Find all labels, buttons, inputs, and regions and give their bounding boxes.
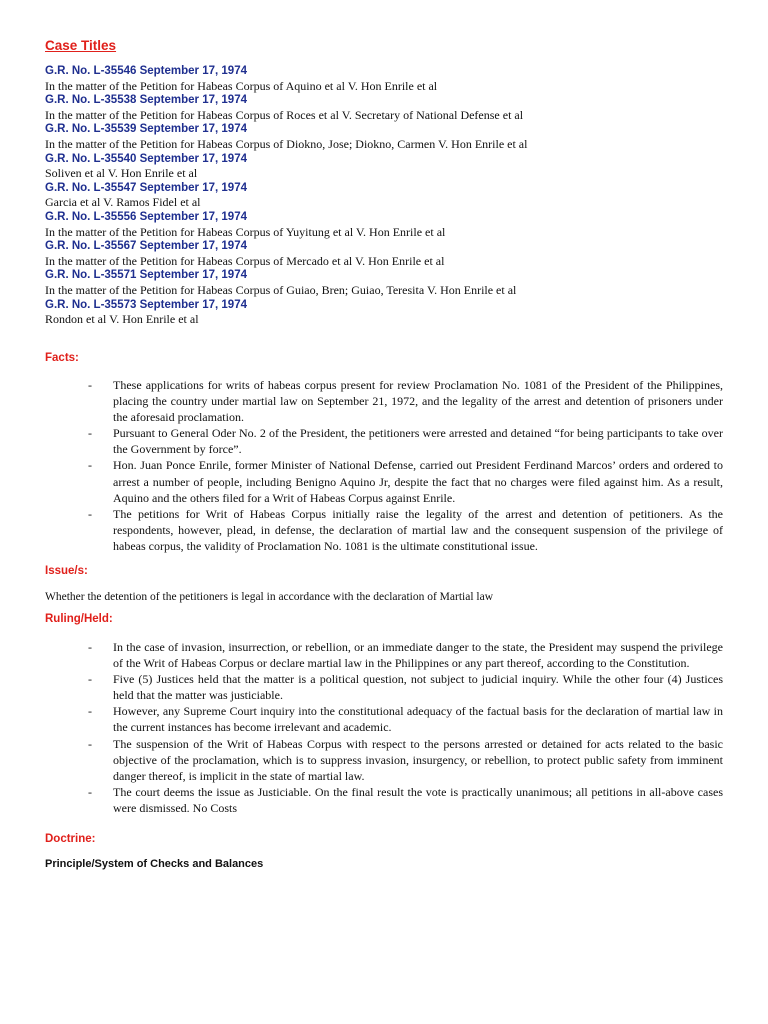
case-title: In the matter of the Petition for Habeas Corpus of Yuyitung et al V. Hon Enrile et al (45, 224, 446, 239)
issue-heading: Issue/s: (45, 565, 88, 577)
case-title: In the matter of the Petition for Habeas Corpus of Guiao, Bren; Guiao, Teresita V. Hon Enrile et al (45, 282, 517, 297)
issue-text: Whether the detention of the petitioners is legal in accordance with the declaration of Martial law (45, 591, 494, 603)
case-title: Soliven et al V. Hon Enrile et al (45, 166, 198, 181)
case-gr-number: G.R. No. L-35538 September 17, 1974 (45, 94, 247, 107)
ruling-item (88, 784, 723, 816)
ruling-item (88, 639, 723, 671)
ruling-item (88, 736, 723, 784)
ruling-list (88, 639, 723, 816)
facts-heading: Facts: (45, 352, 79, 364)
ruling-item-text: The suspension of the Writ of Habeas Corpus with respect to the persons arrested or detained for acts related to the basic objective of the proclamation, which is to suppress invasion, insurgency, or rebellion, to protect public safety from imminent danger thereof, is implicit in the state of martial law. (113, 736, 723, 783)
bullet-dash: - (88, 672, 92, 687)
case-gr-number: G.R. No. L-35547 September 17, 1974 (45, 181, 247, 194)
bullet-dash: - (88, 426, 92, 441)
doctrine-text: Principle/System of Checks and Balances (45, 858, 264, 870)
facts-item (88, 425, 723, 457)
case-gr-number: G.R. No. L-35539 September 17, 1974 (45, 123, 247, 136)
bullet-dash: - (88, 704, 92, 719)
case-titles-heading: Case Titles (45, 38, 117, 53)
case-gr-number: G.R. No. L-35546 September 17, 1974 (45, 65, 247, 77)
facts-item-text: Pursuant to General Oder No. 2 of the President, the petitioners were arrested and detained “for being participants to take over the Government by force”. (113, 426, 723, 457)
bullet-dash: - (88, 378, 92, 392)
facts-item-text: The petitions for Writ of Habeas Corpus initially raise the legality of the arrest and detention of petitioners. As the respondents, however, plead, in defense, the declaration of martial law and the consequent suspension of the privilege of habeas corpus, the validity of Proclamation No. 1081 is the ultimate constitutional issue. (113, 506, 723, 553)
facts-item (88, 506, 723, 554)
facts-item (88, 377, 723, 425)
ruling-item-text: Five (5) Justices held that the matter is a political question, not subject to judicial inquiry. While the other four (4) Justices held that the matter was justiciable. (113, 672, 723, 703)
case-gr-number: G.R. No. L-35571 September 17, 1974 (45, 269, 247, 282)
case-title: Garcia et al V. Ramos Fidel et al (45, 195, 201, 210)
facts-item-text: These applications for writs of habeas corpus present for review Proclamation No. 1081 of the President of the Philippines, placing the country under martial law on September 21, 1972, and the legality of the arrest and detention of prisoners under the aforesaid proclamation. (113, 378, 723, 425)
facts-list (88, 377, 723, 554)
ruling-item-text: However, any Supreme Court inquiry into the constitutional adequacy of the factual basis for the declaration of martial law in the current instances has become irrelevant and academic. (113, 704, 723, 735)
case-list (45, 64, 745, 327)
case-gr-number: G.R. No. L-35567 September 17, 1974 (45, 240, 247, 253)
ruling-item-text: In the case of invasion, insurrection, or rebellion, or an immediate danger to the state, the President may suspend the privilege of the Writ of Habeas Corpus or declare martial law in the Philippines or any part thereof, according to the Constitution. (113, 640, 723, 671)
bullet-dash: - (88, 640, 92, 654)
facts-item (88, 457, 723, 505)
ruling-heading: Ruling/Held: (45, 613, 113, 625)
facts-item-text: Hon. Juan Ponce Enrile, former Minister of National Defense, carried out President Ferdinand Marcos’ orders and ordered to arrest a number of people, including Benigno Aquino Jr, despite the fact that no charges were filed against him. As a result, Aquino and the others filed for a Writ of Habeas Corpus against Enrile. (113, 458, 723, 505)
case-title: In the matter of the Petition for Habeas Corpus of Mercado et al V. Hon Enrile et al (45, 253, 445, 268)
ruling-item-text: The court deems the issue as Justiciable. On the final result the vote is practically unanimous; all petitions in all-above cases were dismissed. No Costs (113, 784, 723, 815)
case-title: In the matter of the Petition for Habeas Corpus of Diokno, Jose; Diokno, Carmen V. Hon Enrile et al (45, 136, 528, 151)
case-gr-number: G.R. No. L-35573 September 17, 1974 (45, 298, 247, 311)
case-title: In the matter of the Petition for Habeas Corpus of Aquino et al V. Hon Enrile et al (45, 78, 438, 93)
case-gr-number: G.R. No. L-35540 September 17, 1974 (45, 152, 247, 165)
bullet-dash: - (88, 736, 92, 751)
case-gr-number: G.R. No. L-35556 September 17, 1974 (45, 210, 247, 223)
case-title: In the matter of the Petition for Habeas Corpus of Roces et al V. Secretary of National Defense et al (45, 107, 524, 122)
doctrine-heading: Doctrine: (45, 833, 96, 845)
case-title: Rondon et al V. Hon Enrile et al (45, 312, 199, 327)
bullet-dash: - (88, 506, 92, 521)
bullet-dash: - (88, 458, 92, 473)
bullet-dash: - (88, 784, 92, 799)
ruling-item (88, 703, 723, 735)
ruling-item (88, 671, 723, 703)
